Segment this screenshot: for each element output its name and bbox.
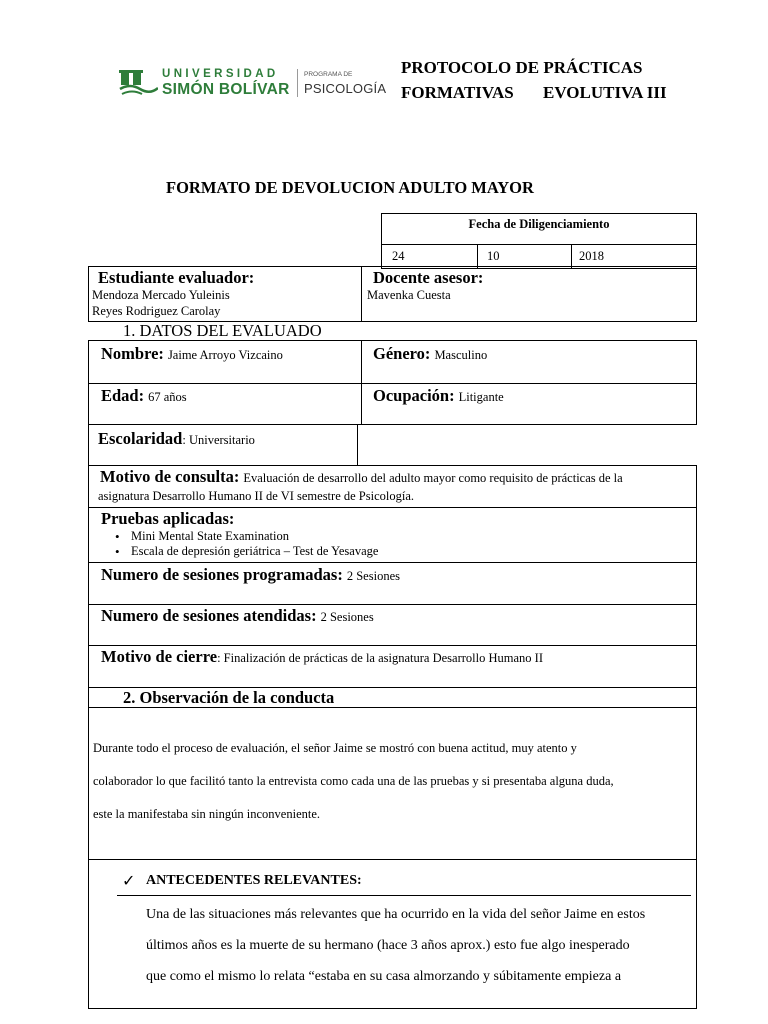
antecedents-line3: que como el mismo lo relata “estaba en su casa almorzando y súbitamente empieza a — [146, 969, 622, 984]
education-value: : Universitario — [182, 433, 255, 447]
section1-title: 1. DATOS DEL EVALUADO — [123, 321, 322, 340]
sessions-programmed-value: 2 Sesiones — [346, 569, 400, 583]
date-month: 10 — [487, 249, 500, 263]
student-name-1: Mendoza Mercado Yuleinis — [92, 288, 230, 302]
protocol-title-line1: PROTOCOLO DE PRÁCTICAS — [401, 58, 643, 77]
student-name-2: Reyes Rodriguez Carolay — [92, 304, 221, 318]
logo-simon-bolivar-text: SIMÓN BOLÍVAR — [162, 81, 290, 98]
age-value: 67 años — [148, 390, 187, 404]
sessions-attended-row — [88, 604, 697, 646]
closure-value: : Finalización de prácticas de la asignatura Desarrollo Humano II — [217, 651, 543, 665]
sessions-programmed-row — [88, 562, 697, 605]
consult-row — [88, 465, 697, 508]
occupation-label: Ocupación: — [373, 386, 455, 405]
university-emblem-icon — [118, 69, 158, 97]
test-item-1: • Mini Mental State Examination — [101, 529, 378, 544]
advisor-label: Docente asesor: — [373, 268, 484, 287]
antecedents-underline — [117, 895, 691, 896]
form-title: FORMATO DE DEVOLUCION ADULTO MAYOR — [166, 178, 534, 197]
sessions-programmed-label: Numero de sesiones programadas: — [101, 565, 343, 584]
checkmark-icon: ✓ — [122, 873, 136, 890]
tests-label: Pruebas aplicadas: — [101, 509, 235, 528]
name-divider — [361, 341, 362, 383]
evaluator-divider — [361, 267, 362, 321]
date-day: 24 — [392, 249, 405, 263]
antecedents-line1: Una de las situaciones más relevantes que ha ocurrido en la vida del señor Jaime en estos — [146, 907, 646, 922]
student-label: Estudiante evaluador: — [98, 268, 255, 287]
age-row — [88, 383, 697, 425]
closure-label: Motivo de cierre — [101, 647, 218, 666]
logo-university-text: UNIVERSIDAD — [162, 68, 279, 80]
antecedents-title: ANTECEDENTES RELEVANTES: — [146, 873, 362, 888]
consult-text-line1: Evaluación de desarrollo del adulto mayor como requisito de prácticas de la — [243, 471, 623, 485]
observation-line2: colaborador lo que facilitó tanto la entrevista como cada una de las pruebas y si presentaba alguna duda, — [93, 774, 614, 788]
date-year: 2018 — [579, 249, 604, 263]
date-box — [381, 213, 697, 269]
tests-list — [101, 529, 378, 559]
observation-line3: este la manifestaba sin ningún inconveniente. — [93, 807, 321, 821]
age-divider — [361, 384, 362, 424]
logo-psychology-text: PSICOLOGÍA — [304, 81, 387, 96]
consult-text-line2: asignatura Desarrollo Humano II de VI semestre de Psicología. — [98, 489, 414, 503]
name-label: Nombre: — [101, 344, 164, 363]
education-label: Escolaridad — [98, 429, 183, 448]
protocol-title-line2b: EVOLUTIVA III — [543, 83, 667, 102]
gender-value: Masculino — [434, 348, 488, 362]
observation-line1: Durante todo el proceso de evaluación, el señor Jaime se mostró con buena actitud, muy atento y — [93, 741, 577, 755]
name-value: Jaime Arroyo Vizcaino — [167, 348, 283, 362]
evaluator-row — [88, 266, 697, 322]
logo-program-label: PROGRAMA DE — [304, 71, 353, 78]
name-row — [88, 340, 697, 384]
university-logo — [118, 67, 387, 101]
logo-divider — [297, 69, 298, 97]
closure-row — [88, 645, 697, 688]
occupation-value: Litigante — [458, 390, 504, 404]
education-cell — [88, 424, 358, 466]
section2-row — [88, 687, 697, 708]
observation-box — [88, 707, 697, 860]
tests-row — [88, 507, 697, 563]
test-item-2: • Escala de depresión geriátrica – Test de Yesavage — [101, 544, 378, 559]
sessions-attended-label: Numero de sesiones atendidas: — [101, 606, 317, 625]
age-label: Edad: — [101, 386, 145, 405]
consult-label: Motivo de consulta: — [100, 467, 240, 486]
sessions-attended-value: 2 Sesiones — [320, 610, 374, 624]
advisor-name: Mavenka Cuesta — [367, 288, 451, 302]
date-label: Fecha de Diligenciamiento — [382, 214, 696, 245]
section2-title: 2. Observación de la conducta — [123, 688, 335, 707]
antecedents-box — [88, 859, 697, 1009]
antecedents-line2: últimos años es la muerte de su hermano (hace 3 años aprox.) esto fue algo inesperado — [146, 938, 630, 953]
protocol-title-line2a: FORMATIVAS — [401, 83, 514, 102]
gender-label: Género: — [373, 344, 431, 363]
